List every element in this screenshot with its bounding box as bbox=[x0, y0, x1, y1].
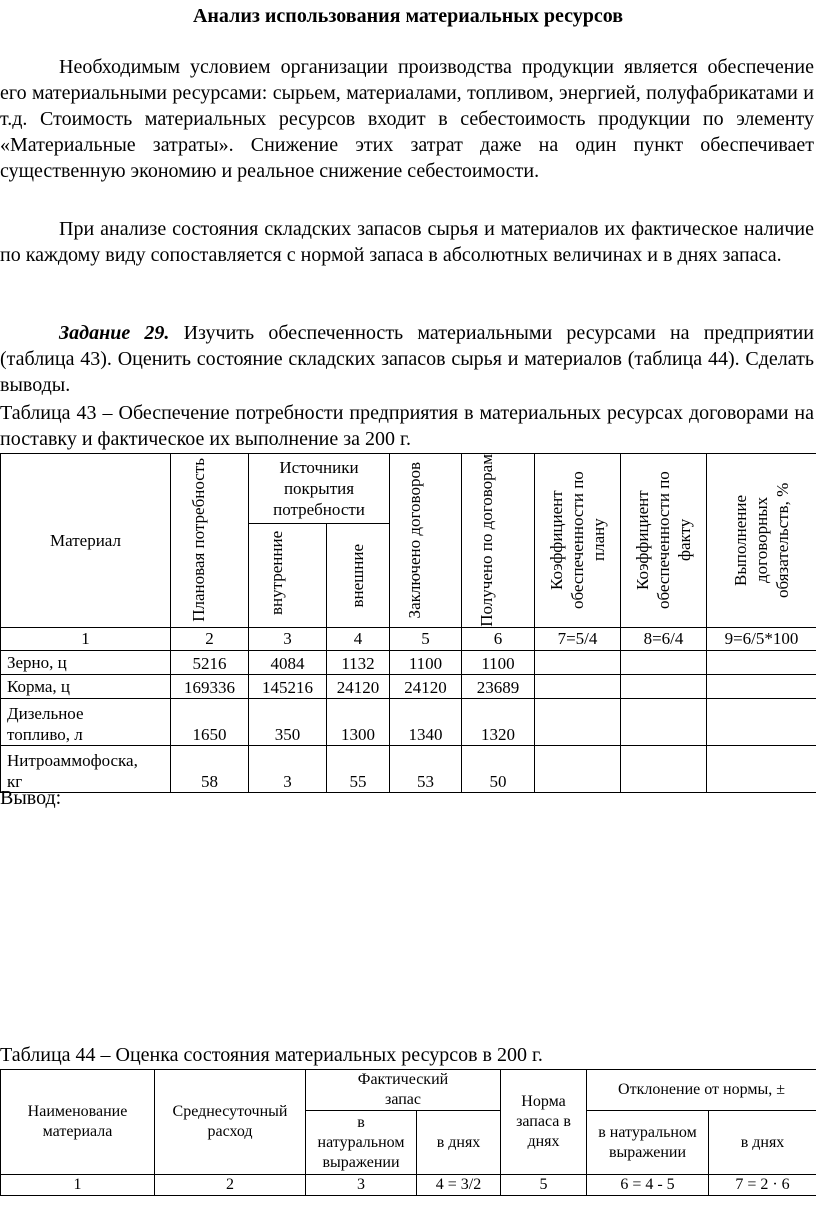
column-number: 4 = 3/2 bbox=[417, 1175, 501, 1196]
cell-external: 1132 bbox=[327, 650, 390, 674]
table-row bbox=[1, 674, 816, 698]
column-numbers-row bbox=[1, 1175, 816, 1196]
header-natural: в натуральном выражении bbox=[306, 1111, 417, 1175]
cell-coef-plan bbox=[535, 650, 621, 674]
cell-internal: 4084 bbox=[249, 650, 327, 674]
column-number: 7=5/4 bbox=[535, 627, 621, 650]
header-external: внешние bbox=[327, 523, 390, 627]
header-norm: Норма запаса в днях bbox=[501, 1070, 587, 1175]
cell-received: 50 bbox=[462, 745, 535, 792]
cell-material: Дизельное топливо, л bbox=[1, 698, 171, 745]
header-contracted: Заключено договоров bbox=[390, 454, 462, 628]
table43 bbox=[0, 453, 816, 793]
table43-caption: Таблица 43 – Обеспечение потребности предприятия в материальных ресурсах договорами на поставку и фактическое их выполнение за 200 г. bbox=[0, 402, 814, 450]
cell-fulfillment bbox=[707, 745, 816, 792]
column-number: 8=6/4 bbox=[621, 627, 707, 650]
cell-coef-fact bbox=[621, 745, 707, 792]
cell-coef-plan bbox=[535, 674, 621, 698]
header-days: в днях bbox=[417, 1111, 501, 1175]
column-number: 2 bbox=[155, 1175, 306, 1196]
cell-coef-fact bbox=[621, 650, 707, 674]
task-paragraph bbox=[0, 320, 814, 398]
column-number: 3 bbox=[306, 1175, 417, 1196]
header-received: Получено по договорам bbox=[462, 454, 535, 628]
task-text: Изучить обеспеченность материальными ресурсами на предприятии (таблица 43). Оценить состояние складских запасов сырья и материалов (таблица 44). Сделать выводы. bbox=[0, 322, 814, 396]
intro-paragraph-2: При анализе состояния складских запасов сырья и материалов их фактическое наличие по каждому виду сопоставляется с нормой запаса в абсолютных величинах и в днях запаса. bbox=[0, 218, 814, 266]
header-dev-days: в днях bbox=[709, 1111, 816, 1175]
column-number: 4 bbox=[327, 627, 390, 650]
column-number: 5 bbox=[501, 1175, 587, 1196]
header-material: Материал bbox=[1, 454, 171, 628]
cell-external: 55 bbox=[327, 745, 390, 792]
cell-external: 1300 bbox=[327, 698, 390, 745]
cell-received: 1320 bbox=[462, 698, 535, 745]
column-number: 1 bbox=[1, 627, 171, 650]
column-number: 1 bbox=[1, 1175, 155, 1196]
cell-planned: 169336 bbox=[171, 674, 249, 698]
header-fulfillment: Выполнение договорных обязательств, % bbox=[707, 454, 816, 628]
header-daily: Среднесуточный расход bbox=[155, 1070, 306, 1175]
header-dev-natural: в натуральном выражении bbox=[587, 1111, 709, 1175]
cell-received: 23689 bbox=[462, 674, 535, 698]
cell-material: Нитроаммофоска, кг bbox=[1, 745, 171, 792]
cell-internal: 3 bbox=[249, 745, 327, 792]
cell-coef-plan bbox=[535, 745, 621, 792]
cell-contracted: 53 bbox=[390, 745, 462, 792]
column-numbers-row bbox=[1, 627, 816, 650]
cell-internal: 145216 bbox=[249, 674, 327, 698]
table44-caption: Таблица 44 – Оценка состояния материальных ресурсов в 200 г. bbox=[0, 1044, 543, 1066]
cell-contracted: 1340 bbox=[390, 698, 462, 745]
column-number: 7 = 2 · 6 bbox=[709, 1175, 816, 1196]
column-number: 3 bbox=[249, 627, 327, 650]
cell-external: 24120 bbox=[327, 674, 390, 698]
cell-coef-fact bbox=[621, 674, 707, 698]
header-internal: внутренние bbox=[249, 523, 327, 627]
task-label: Задание 29. bbox=[59, 322, 170, 344]
table-row bbox=[1, 650, 816, 674]
cell-internal: 350 bbox=[249, 698, 327, 745]
table44 bbox=[0, 1069, 816, 1196]
cell-contracted: 24120 bbox=[390, 674, 462, 698]
cell-planned: 58 bbox=[171, 745, 249, 792]
header-coef-plan: Коэффициент обеспеченности по плану bbox=[535, 454, 621, 628]
column-number: 2 bbox=[171, 627, 249, 650]
cell-fulfillment bbox=[707, 650, 816, 674]
header-actual-stock: Фактический запас bbox=[306, 1070, 501, 1111]
cell-planned: 1650 bbox=[171, 698, 249, 745]
intro-paragraph-1: Необходимым условием организации производства продукции является обеспечение его материальными ресурсами: сырьем, материалами, топливом, энергией, полуфабрикатами и т.д. Стоимость материальных ресурсов входит в себестоимость продукции по элементу «Материальные затраты». Снижение этих затрат даже на один пункт обеспечивает существенную экономию и реальное снижение себестоимости. bbox=[0, 56, 814, 182]
column-number: 9=6/5*100 bbox=[707, 627, 816, 650]
header-name: Наименование материала bbox=[1, 1070, 155, 1175]
header-sources: Источники покрытия потребности bbox=[249, 454, 390, 524]
cell-fulfillment bbox=[707, 674, 816, 698]
conclusion-label: Вывод: bbox=[0, 787, 62, 809]
column-number: 5 bbox=[390, 627, 462, 650]
cell-contracted: 1100 bbox=[390, 650, 462, 674]
cell-coef-plan bbox=[535, 698, 621, 745]
cell-received: 1100 bbox=[462, 650, 535, 674]
header-planned: Плановая потребность bbox=[171, 454, 249, 628]
header-coef-fact: Коэффициент обеспеченности по факту bbox=[621, 454, 707, 628]
column-number: 6 bbox=[462, 627, 535, 650]
header-deviation: Отклонение от нормы, ± bbox=[587, 1070, 816, 1111]
table-row bbox=[1, 745, 816, 792]
page-title: Анализ использования материальных ресурсов bbox=[192, 5, 624, 27]
cell-material: Корма, ц bbox=[1, 674, 171, 698]
cell-material: Зерно, ц bbox=[1, 650, 171, 674]
column-number: 6 = 4 - 5 bbox=[587, 1175, 709, 1196]
cell-coef-fact bbox=[621, 698, 707, 745]
table-row bbox=[1, 698, 816, 745]
cell-fulfillment bbox=[707, 698, 816, 745]
cell-planned: 5216 bbox=[171, 650, 249, 674]
